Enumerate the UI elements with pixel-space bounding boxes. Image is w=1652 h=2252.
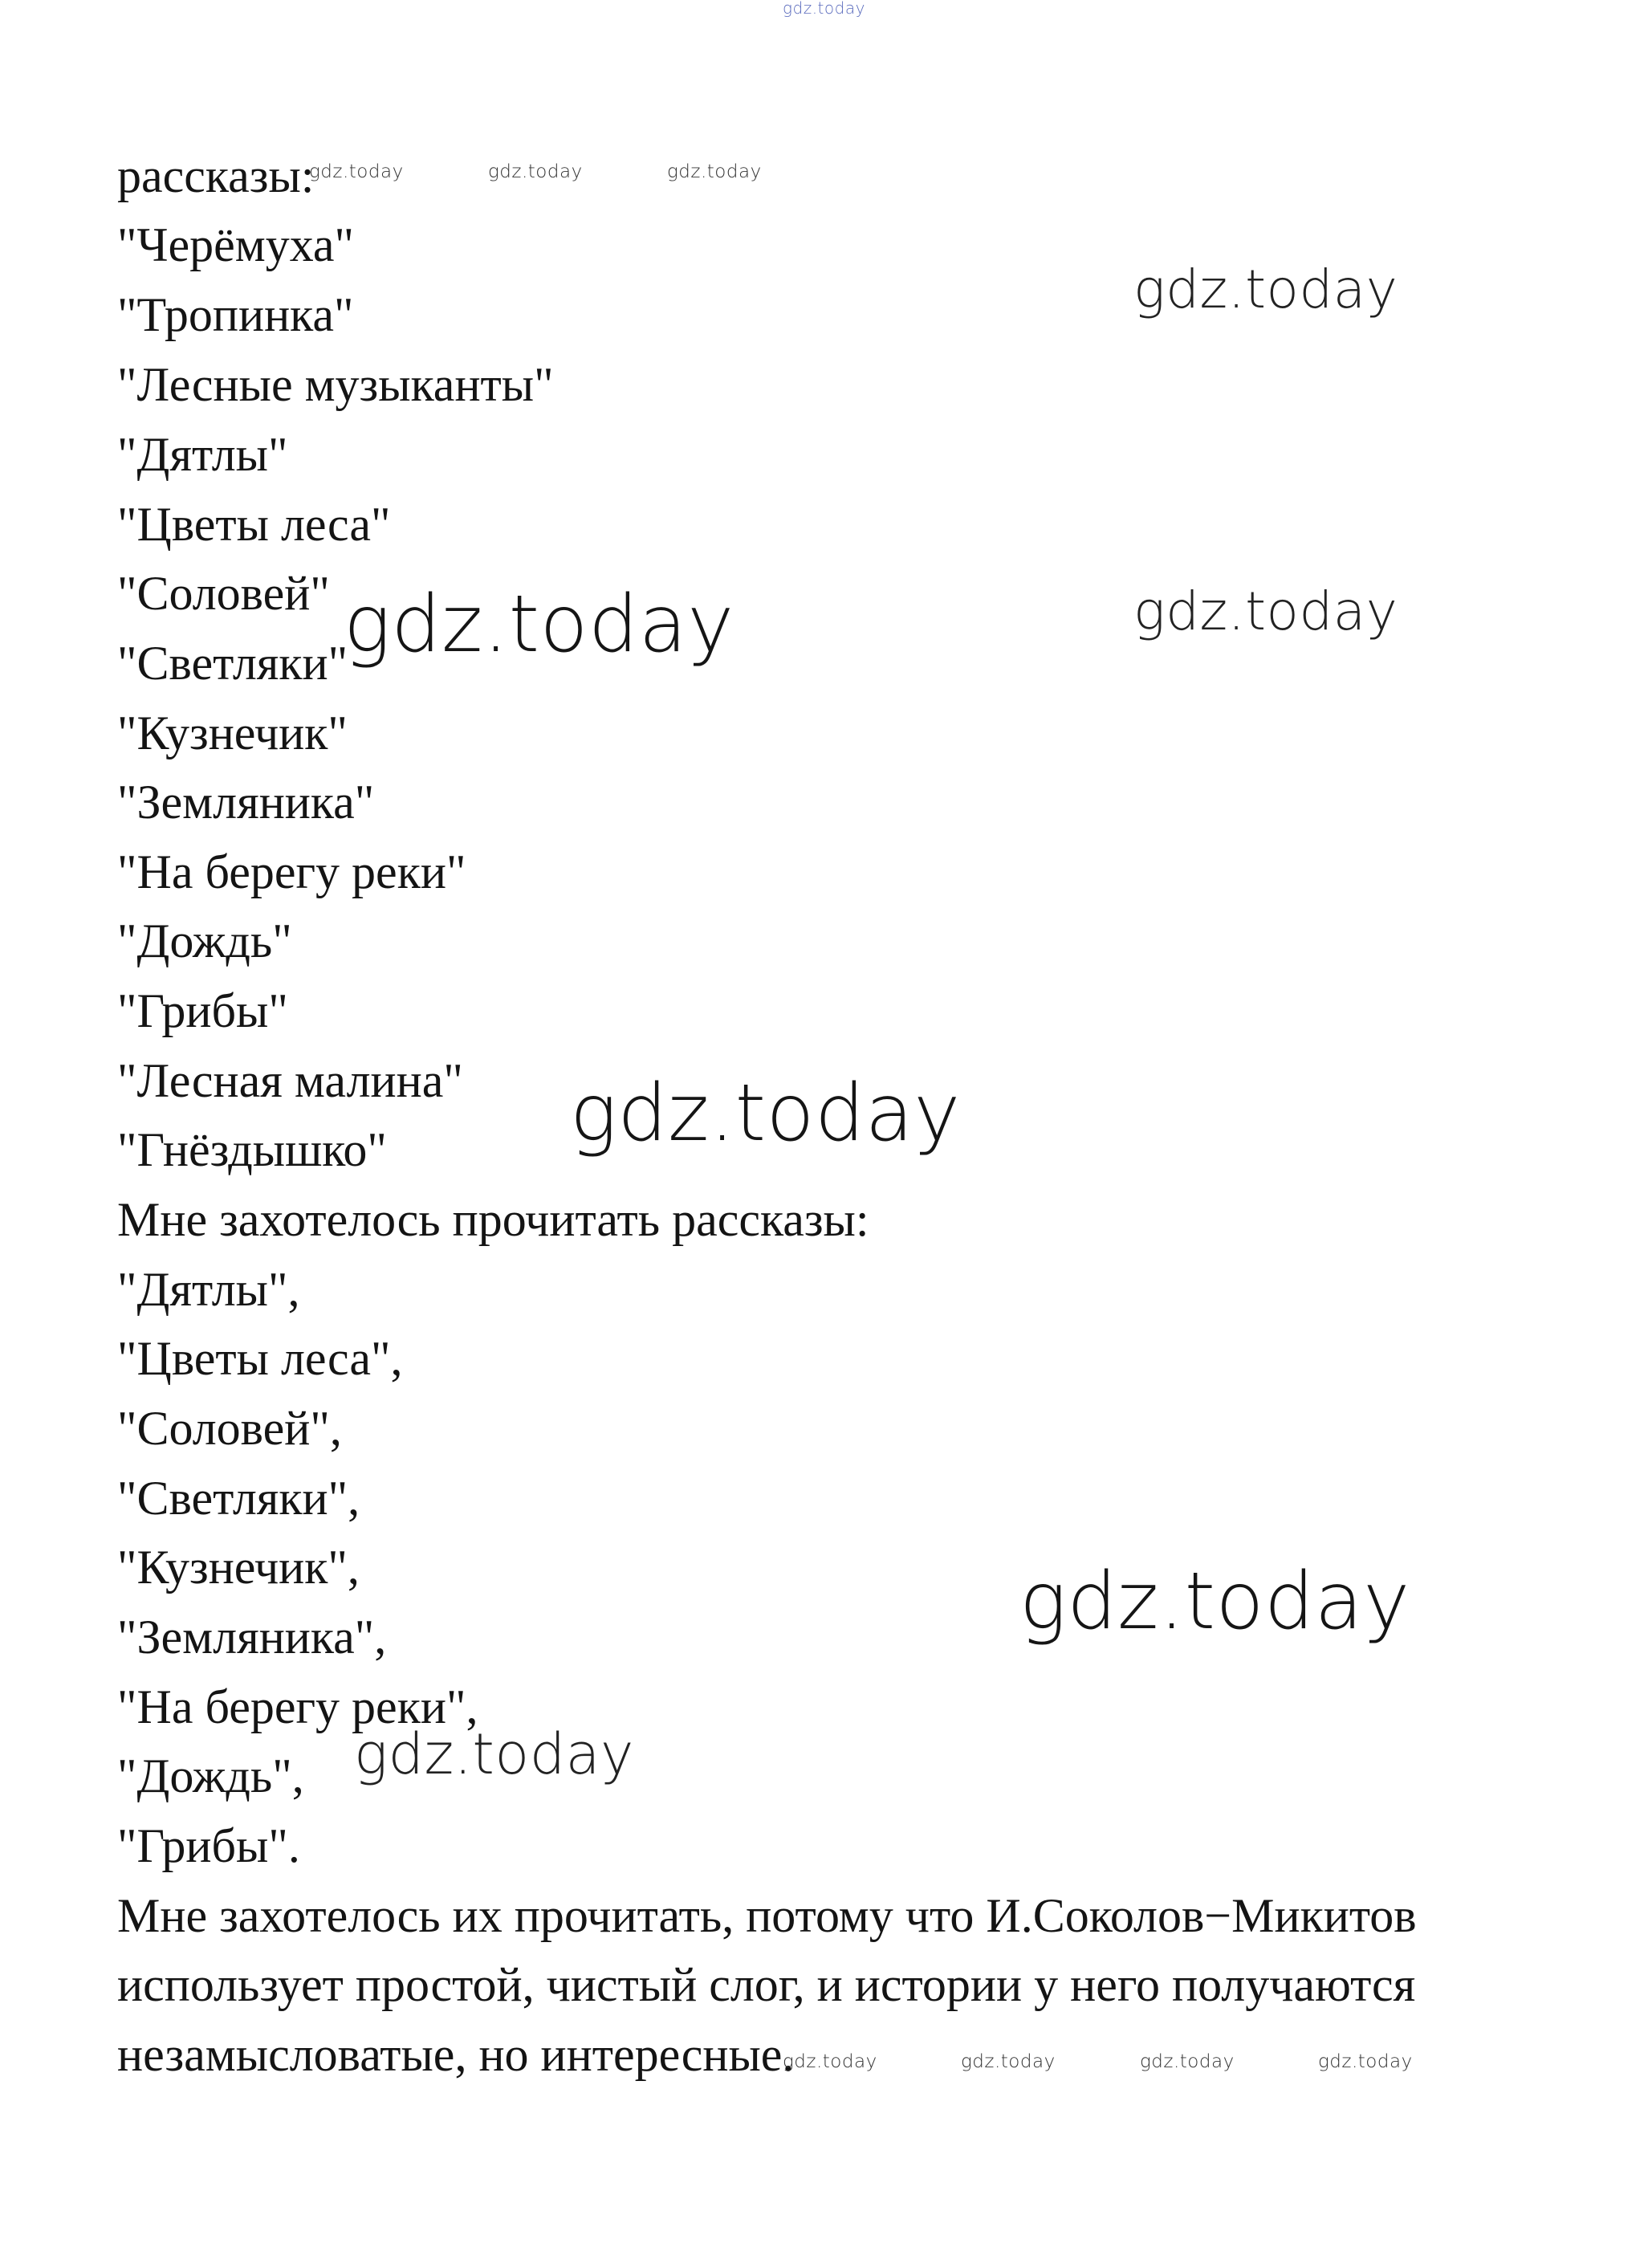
text-line-19: "Соловей", bbox=[117, 1402, 342, 1455]
text-line-2: "Черёмуха" bbox=[117, 218, 355, 271]
watermark-large: gdz.today bbox=[570, 1068, 961, 1159]
text-line-17: "Дятлы", bbox=[117, 1263, 300, 1316]
text-line-20: "Светляки", bbox=[117, 1472, 360, 1525]
watermark-medium: gdz.today bbox=[1133, 259, 1398, 320]
watermark-top: gdz.today bbox=[783, 0, 865, 18]
text-line-12: "Дождь" bbox=[117, 914, 292, 967]
text-line-24: "Дождь", bbox=[117, 1749, 304, 1802]
text-line-1: рассказы: bbox=[117, 149, 315, 202]
watermark-small: gdz.today bbox=[488, 161, 583, 182]
text-line-15: "Гнёздышко" bbox=[117, 1123, 387, 1176]
watermark-small: gdz.today bbox=[667, 161, 762, 182]
watermark-small: gdz.today bbox=[309, 161, 404, 182]
text-line-21: "Кузнечик", bbox=[117, 1541, 360, 1594]
text-line-14: "Лесная малина" bbox=[117, 1054, 463, 1107]
watermark-medium: gdz.today bbox=[354, 1721, 634, 1787]
text-line-26: Мне захотелось их прочитать, потому что И.Соколов−Микитов bbox=[117, 1889, 1417, 1942]
text-line-11: "На берегу реки" bbox=[117, 845, 466, 898]
watermark-small: gdz.today bbox=[1318, 2051, 1413, 2072]
watermark-large: gdz.today bbox=[344, 579, 734, 670]
watermark-medium: gdz.today bbox=[1133, 580, 1398, 642]
text-line-3: "Тропинка" bbox=[117, 288, 354, 341]
watermark-small: gdz.today bbox=[783, 2051, 877, 2072]
text-line-18: "Цветы леса", bbox=[117, 1332, 403, 1385]
text-line-8: "Светляки" bbox=[117, 637, 348, 690]
text-line-10: "Земляника" bbox=[117, 776, 375, 829]
text-line-6: "Цветы леса" bbox=[117, 498, 391, 551]
text-line-16: Мне захотелось прочитать рассказы: bbox=[117, 1193, 869, 1246]
text-line-7: "Соловей" bbox=[117, 567, 330, 620]
text-line-4: "Лесные музыканты" bbox=[117, 358, 554, 411]
watermark-small: gdz.today bbox=[1140, 2051, 1235, 2072]
text-line-28: незамысловатые, но интересные. bbox=[117, 2028, 795, 2081]
watermark-small: gdz.today bbox=[961, 2051, 1056, 2072]
watermark-large: gdz.today bbox=[1019, 1556, 1410, 1647]
text-line-9: "Кузнечик" bbox=[117, 707, 348, 759]
text-line-22: "Земляника", bbox=[117, 1611, 387, 1664]
text-line-23: "На берегу реки", bbox=[117, 1680, 478, 1733]
text-line-5: "Дятлы" bbox=[117, 428, 288, 481]
text-line-25: "Грибы". bbox=[117, 1819, 300, 1872]
text-line-27: использует простой, чистый слог, и истории у него получаются bbox=[117, 1958, 1416, 2011]
text-line-13: "Грибы" bbox=[117, 984, 288, 1037]
